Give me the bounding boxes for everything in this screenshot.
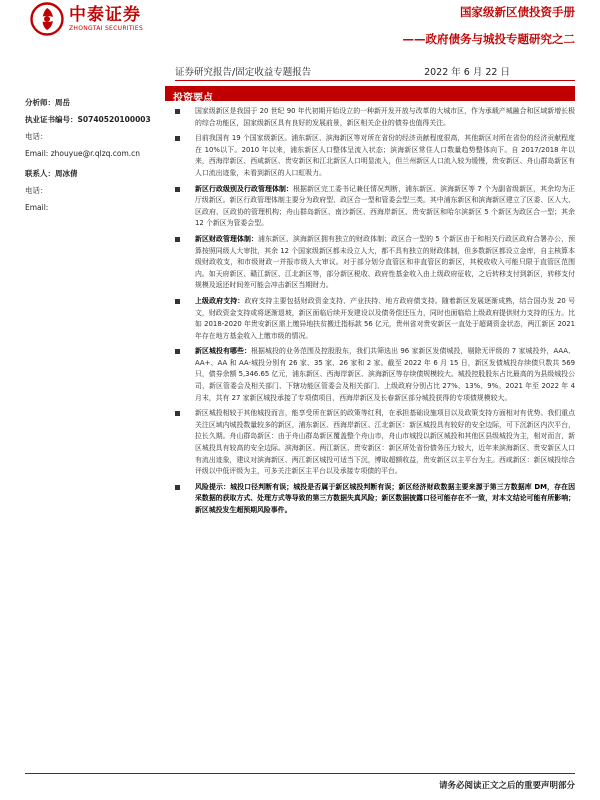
logo-chinese-name: 中泰证券 xyxy=(69,5,141,25)
report-subtitle: ——政府债务与城投专题研究之二 xyxy=(402,32,575,46)
email-value[interactable]: zhouyue@r.qlzq.com.cn xyxy=(50,149,141,158)
key-point-heading: 新区行政级别及行政管理体制： xyxy=(195,184,294,193)
key-point-paragraph xyxy=(195,106,575,129)
key-point-text: 根据新区完工委书记兼任情况判断，浦东新区、滨海新区等 7 个为副省级新区，其余均为正厅级新区。新区行政管理体制主要分为政府型、政区合一型和管委会型三类。其中浦东新区和滨海新区建立了区委、区人大、区政府、区政协的管理机构；舟山群岛新区、南沙新区、西海岸新区、贵安新区和哈尔滨新区 5 个新区为政区合一型；其余 12 个新区为管委会型。 xyxy=(195,184,575,228)
analyst-label: 分析师： xyxy=(25,98,55,107)
key-point-text: 新区城投相较于其他城投而言，能享受所在新区的政策等红利，在承担基础设施项目以及政策支持方面相对有优势。我们重点关注区域内城投数量较多的新区，浦东新区、西海岸新区、江北新区：新区城投具有较好的安全边际，可下沉新区内次平台，拉长久期。舟山群岛新区：由于舟山群岛新区覆盖整个舟山市，舟山市城投以新区城投和其他区县级城投为主，相对而言，新区城投具有较高的安全边际。滨海新区、两江新区、贵安新区：新区所处省份债务压力较大，近年来滨海新区、贵安新区人口有流出迹象，建议对滨海新区、两江新区城投可适当下沉，博取超额收益，贵安新区以主平台为主。西咸新区：新区城投综合评级以中低评级为主，可多关注新区主平台以及承接专项债的平台。 xyxy=(195,409,575,476)
logo-english-name: ZHONGTAI SECURITIES xyxy=(69,25,144,32)
key-point-text: 国家级新区是我国于 20 世纪 90 年代初期开始设立的一种新开发开放与改革的大城市区，作为承载产城融合和区域新增长极的综合功能区，国家级新区具有良好的发展前景，新区相关企业的债券也值得关注。 xyxy=(195,107,575,127)
key-point-item xyxy=(165,133,575,179)
risk-warning-item xyxy=(165,482,575,517)
header-divider xyxy=(175,80,575,81)
contact-row xyxy=(25,165,160,182)
key-point-heading: 新区城投有哪些： xyxy=(195,347,252,356)
phone-row xyxy=(25,128,160,145)
key-point-item xyxy=(165,106,575,129)
bullet-square-icon xyxy=(175,485,180,490)
key-point-item xyxy=(165,234,575,292)
bullet-square-icon xyxy=(175,237,180,242)
bullet-square-icon xyxy=(175,187,180,192)
key-point-text: 城投口径判断有误；城投是否属于新区城投判断有误；新区经济财政数据主要来源于第三方数据库 DM，存在因采数据的获取方式、处理方式等导致的第三方数据失真风险；新区数据披露口径可能存在不一致，对本文结论可能有所影响；新区城投发生超预期风险事件。 xyxy=(195,482,575,514)
bullet-square-icon xyxy=(175,299,180,304)
key-point-paragraph xyxy=(195,133,575,179)
bullet-square-icon xyxy=(175,136,180,141)
contact-label: 联系人： xyxy=(25,169,55,178)
key-point-paragraph xyxy=(195,408,575,478)
key-point-heading: 风险提示： xyxy=(195,482,231,491)
phone2-label: 电话： xyxy=(25,186,48,195)
key-point-paragraph xyxy=(195,296,575,342)
report-title xyxy=(403,4,576,48)
key-point-paragraph xyxy=(195,346,575,404)
section-header-bar xyxy=(165,86,575,104)
email-row xyxy=(25,145,160,162)
key-point-text: 根据城投的业务范围及控股股东，我们共筛选出 96 家新区发债城投，剔除无评级的 7 家城投外，AAA、AA+、AA 和 AA-城投分别有 26 家、35 家、26 家和 2 家。截至 2022 年 6 月 15 日，新区发债城投存续债只数共 569 只，债券余额 5,346.65 亿元，浦东新区、西海岸新区、滨海新区等存续债规模较大。城投控股股东占比最高的为县级城投公司，新区管委会及相关部门、下辖功能区管委会及相关部门、上级政府分别占比 27%、13%、9%。2021 年至 2022 年 4 月末，共有 27 家新区城投承接了专项债项目，西海岸新区及长春新区部分城投获得的专项债规模较大。 xyxy=(195,347,576,402)
license-number: S0740520100003 xyxy=(77,115,151,124)
bullet-square-icon xyxy=(175,411,180,416)
key-point-item xyxy=(165,184,575,230)
key-point-heading: 新区财政管理体制： xyxy=(195,234,259,243)
analyst-sidebar xyxy=(25,94,160,216)
company-logo xyxy=(30,2,143,36)
analyst-row xyxy=(25,94,160,111)
key-point-item xyxy=(165,346,575,404)
key-point-paragraph xyxy=(195,234,575,292)
email-label: Email: xyxy=(25,149,49,158)
license-label: 执业证书编号： xyxy=(25,115,78,124)
zhongtai-logo-icon xyxy=(30,2,64,36)
key-point-heading: 上级政府支持： xyxy=(195,296,245,305)
key-point-text: 政府支持主要包括财政资金支持、产业扶持、地方政府债支持。随着新区发展逐渐成熟，结合国办发 20 号文，财政资金支持或将逐渐退坡，新区面临后续开发建设以及债务偿还压力，同时也面临给上级政府提供财力支持的压力。比如 2018-2020 年贵安新区需上缴异地扶贫搬迁指标款 56 亿元，贵州省对贵安新区一直处于超调资金状态，两江新区 2021 年存在地方基金收入上缴市级的情况。 xyxy=(195,296,576,340)
report-main-title: 国家级新区债投资手册 xyxy=(460,5,575,19)
phone2-row xyxy=(25,182,160,199)
key-point-text: 目前我国有 19 个国家级新区。浦东新区、滨海新区等对所在省份的经济贡献程度很高，其他新区对所在省份的经济贡献程度在 10%以下。2010 年以来，浦东新区人口整体呈流入状态；滨海新区常住人口数量趋势整体向下。自 2017/2018 年以来，西海岸新区、西咸新区、贵安新区和江北新区人口明显流入，但兰州新区人口流入较为缓慢，贵安新区、舟山群岛新区有人口流出迹象，未看到新区的人口虹吸力。 xyxy=(195,134,575,177)
key-point-paragraph xyxy=(195,184,575,230)
email2-row xyxy=(25,199,160,216)
report-category: 证券研究报告/固定收益专题报告 xyxy=(175,67,312,78)
email2-label: Email: xyxy=(25,203,49,212)
key-point-item xyxy=(165,408,575,478)
footer-divider xyxy=(25,773,575,774)
contact-name: 周冰倩 xyxy=(55,169,78,178)
license-row xyxy=(25,111,160,128)
key-points-content xyxy=(165,106,575,745)
report-meta xyxy=(175,64,510,78)
key-point-text: 浦东新区、滨海新区拥有独立的财政体制；政区合一型的 5 个新区由于和相关行政区政府合署办公，预算按照同级人大审批，其余 12 个国家级新区都未设立人大，都不具有独立的财政体制，但多数新区都设立金库，自主核算本级财政收支，和市级财政一并报市级人大审议。对于部分划分直管区和非直管区的新区，其税收收入可能只限于直管区范围内。如天府新区、赣江新区、江北新区等，部分新区税收、政府性基金收入由上级政府征收，之后转移支付到新区，转移支付规模及返还时间差可能会冲击新区当期财力。 xyxy=(195,234,576,290)
key-point-item xyxy=(165,296,575,342)
bullet-square-icon xyxy=(175,349,180,354)
footer-disclaimer: 请务必阅读正文之后的重要声明部分 xyxy=(438,781,575,791)
report-date: 2022 年 6 月 22 日 xyxy=(424,67,510,78)
phone-label: 电话： xyxy=(25,132,48,141)
section-title: 投资要点 xyxy=(173,93,213,104)
bullet-square-icon xyxy=(175,109,180,114)
key-point-paragraph xyxy=(195,482,575,517)
analyst-name: 周岳 xyxy=(55,98,70,107)
